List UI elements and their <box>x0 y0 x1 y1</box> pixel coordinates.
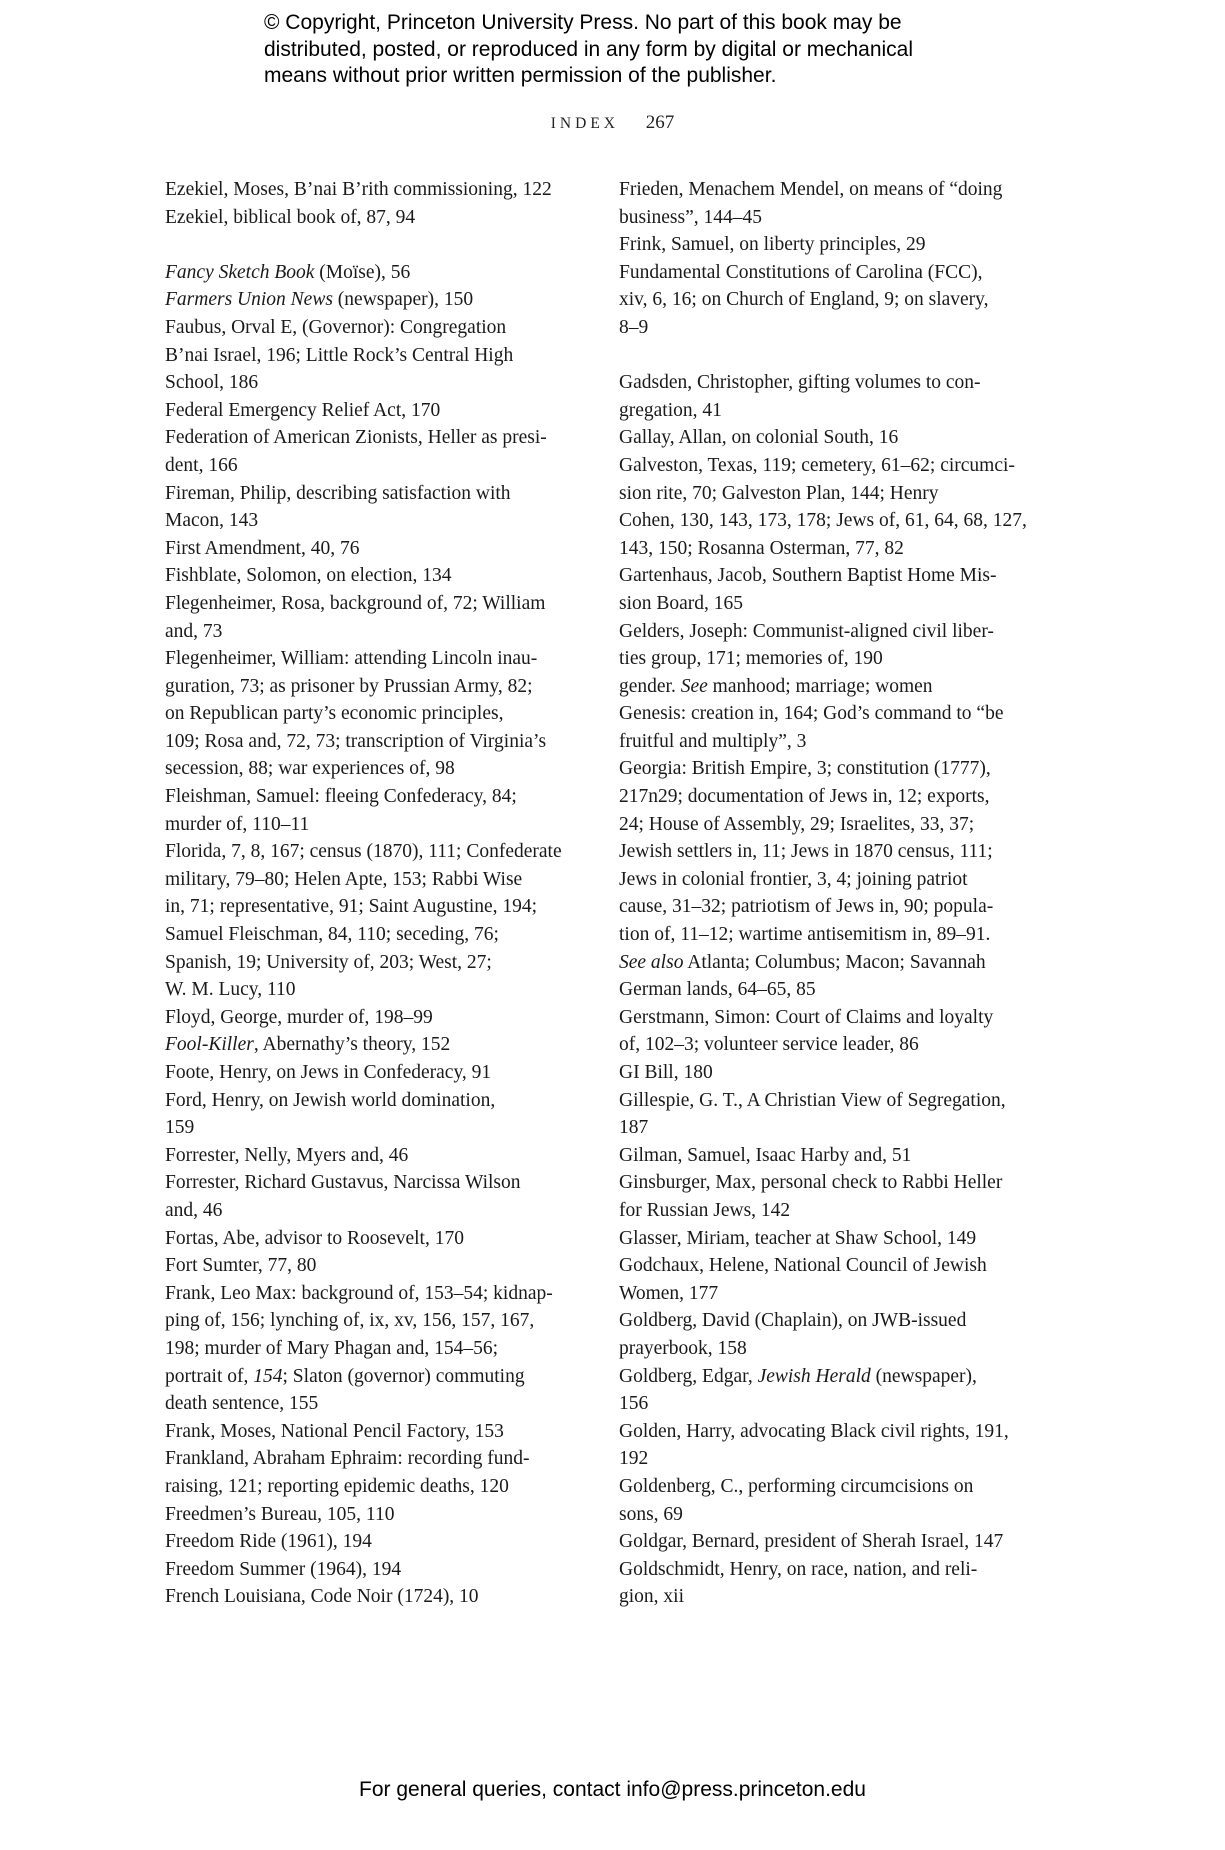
index-entry <box>619 1363 1032 1418</box>
index-entry-line: sons, 69 <box>619 1503 683 1525</box>
index-entry <box>165 397 580 425</box>
index-entry-line: Jewish settlers in, 11; Jews in 1870 census, 111; <box>619 841 993 863</box>
index-entry-line: Goldschmidt, Henry, on race, nation, and reli- <box>619 1558 978 1580</box>
index-entry <box>165 1280 580 1418</box>
index-entry-line: Glasser, Miriam, teacher at Shaw School, 149 <box>619 1227 977 1249</box>
index-entry-line: 159 <box>165 1117 195 1139</box>
index-entry-line: Ezekiel, Moses, B’nai B’rith commissioning, 122 <box>165 179 552 200</box>
index-entry <box>619 1004 1032 1059</box>
index-entry-line: Federation of American Zionists, Heller as presi- <box>165 427 547 449</box>
index-entry-line: Golden, Harry, advocating Black civil rights, 191, <box>619 1420 1009 1442</box>
index-entry <box>619 452 1032 562</box>
index-entry <box>165 590 580 645</box>
index-entry-line: gender. See manhood; marriage; women <box>619 675 933 697</box>
index-entry-line: 198; murder of Mary Phagan and, 154–56; <box>165 1337 499 1359</box>
index-entry-line: Freedom Summer (1964), 194 <box>165 1558 402 1580</box>
index-entry <box>619 1087 1032 1142</box>
index-entry <box>619 1473 1032 1528</box>
index-entry-line: gion, xii <box>619 1586 685 1608</box>
index-entry-line: 24; House of Assembly, 29; Israelites, 33, 37; <box>619 813 975 835</box>
index-entry-line: Women, 177 <box>619 1282 719 1304</box>
index-entry-line: Genesis: creation in, 164; God’s command to “be <box>619 703 1004 725</box>
index-entry <box>165 1583 580 1611</box>
index-entry-line: Fishblate, Solomon, on election, 134 <box>165 565 452 587</box>
index-entry-line: raising, 121; reporting epidemic deaths, 120 <box>165 1475 509 1497</box>
index-entry <box>619 231 1032 259</box>
index-entry-line: prayerbook, 158 <box>619 1337 747 1359</box>
index-entry <box>619 1307 1032 1362</box>
index-entry <box>165 1169 580 1224</box>
running-head-label: INDEX <box>550 115 619 132</box>
index-entry-line: Flegenheimer, William: attending Lincoln inau- <box>165 648 538 670</box>
index-entry-line: 143, 150; Rosanna Osterman, 77, 82 <box>619 537 904 559</box>
index-entry-line: gregation, 41 <box>619 399 722 421</box>
index-entry-line: 192 <box>619 1448 649 1470</box>
index-entry-line: Ginsburger, Max, personal check to Rabbi Heller <box>619 1172 1003 1194</box>
index-entry-line: Goldberg, David (Chaplain), on JWB-issued <box>619 1310 967 1332</box>
index-entry <box>165 1556 580 1584</box>
index-entry-line: Fort Sumter, 77, 80 <box>165 1255 317 1277</box>
index-entry-line: portrait of, 154; Slaton (governor) commuting <box>165 1365 525 1387</box>
index-entry-line: Faubus, Orval E, (Governor): Congregation <box>165 316 507 338</box>
index-entry-line: Forrester, Nelly, Myers and, 46 <box>165 1144 409 1166</box>
index-entry-line: Flegenheimer, Rosa, background of, 72; William <box>165 592 546 614</box>
index-column-left <box>165 176 580 1611</box>
index-entry-line: of, 102–3; volunteer service leader, 86 <box>619 1034 919 1056</box>
index-entry <box>165 783 580 838</box>
index-entry <box>165 1528 580 1556</box>
index-entry-line: Frink, Samuel, on liberty principles, 29 <box>619 234 926 256</box>
index-entry-line: Florida, 7, 8, 167; census (1870), 111; Confederate <box>165 841 562 863</box>
index-entry-line: 187 <box>619 1117 649 1139</box>
index-entry-line: death sentence, 155 <box>165 1393 319 1415</box>
index-entry <box>619 700 1032 755</box>
index-entry <box>165 1142 580 1170</box>
section-gap <box>165 231 580 259</box>
page-number: 267 <box>645 112 675 133</box>
index-entry <box>619 976 1032 1004</box>
index-entry-line: Gadsden, Christopher, gifting volumes to con- <box>619 372 981 394</box>
index-entry <box>165 286 580 314</box>
index-entry-line: German lands, 64–65, 85 <box>619 979 816 1001</box>
index-entry-line: sion rite, 70; Galveston Plan, 144; Henry <box>619 482 939 504</box>
index-entry <box>165 1501 580 1529</box>
index-entry-line: Cohen, 130, 143, 173, 178; Jews of, 61, 64, 68, 127, <box>619 510 1027 532</box>
index-entry <box>619 755 1032 976</box>
index-entry-line: Floyd, George, murder of, 198–99 <box>165 1006 433 1028</box>
index-entry-line: See also Atlanta; Columbus; Macon; Savannah <box>619 951 986 973</box>
section-gap <box>619 342 1032 370</box>
index-entry-line: Goldenberg, C., performing circumcisions on <box>619 1475 974 1497</box>
index-entry-line: Ford, Henry, on Jewish world domination, <box>165 1089 496 1111</box>
index-entry-line: Spanish, 19; University of, 203; West, 27; <box>165 951 492 973</box>
index-entry-line: business”, 144–45 <box>619 206 762 228</box>
index-entry-line: 156 <box>619 1393 649 1415</box>
index-entry-line: ping of, 156; lynching of, ix, xv, 156, 157, 167, <box>165 1310 535 1332</box>
index-entry-line: Forrester, Richard Gustavus, Narcissa Wilson <box>165 1172 521 1194</box>
index-entry <box>165 176 580 204</box>
index-entry-line: Samuel Fleischman, 84, 110; seceding, 76; <box>165 924 499 946</box>
index-entry-line: secession, 88; war experiences of, 98 <box>165 758 455 780</box>
index-entry-line: Freedmen’s Bureau, 105, 110 <box>165 1503 395 1525</box>
index-entry-line: Fancy Sketch Book (Moïse), 56 <box>165 261 411 283</box>
index-entry-line: cause, 31–32; patriotism of Jews in, 90; popula- <box>619 896 994 918</box>
index-entry-line: tion of, 11–12; wartime antisemitism in, 89–91. <box>619 924 991 946</box>
index-entry <box>619 1059 1032 1087</box>
index-entry-line: and, 73 <box>165 620 223 642</box>
index-entry-line: B’nai Israel, 196; Little Rock’s Central High <box>165 344 514 366</box>
index-entry-line: for Russian Jews, 142 <box>619 1199 791 1221</box>
index-entry <box>165 1252 580 1280</box>
copyright-line: means without prior written permission of the publisher. <box>264 64 777 87</box>
index-entry-line: Macon, 143 <box>165 510 259 532</box>
running-head <box>0 112 1225 134</box>
index-entry-line: Gillespie, G. T., A Christian View of Segregation, <box>619 1089 1006 1111</box>
index-entry-line: Fool-Killer, Abernathy’s theory, 152 <box>165 1034 451 1056</box>
index-entry <box>165 1445 580 1500</box>
index-entry-line: Gallay, Allan, on colonial South, 16 <box>619 427 899 449</box>
index-entry <box>619 1418 1032 1473</box>
index-entry-line: Gerstmann, Simon: Court of Claims and loyalty <box>619 1006 994 1028</box>
index-entry-line: and, 46 <box>165 1199 223 1221</box>
index-entry-line: Gartenhaus, Jacob, Southern Baptist Home Mis- <box>619 565 997 587</box>
footer-contact: For general queries, contact info@press.princeton.edu <box>359 1778 866 1801</box>
index-entry <box>619 562 1032 617</box>
index-entry-line: GI Bill, 180 <box>619 1062 713 1083</box>
index-entry-line: dent, 166 <box>165 454 238 476</box>
index-entry <box>165 480 580 535</box>
index-entry <box>619 176 1032 231</box>
index-entry <box>619 618 1032 673</box>
index-entry-line: 8–9 <box>619 316 649 338</box>
index-entry <box>165 1004 580 1032</box>
copyright-line: © Copyright, Princeton University Press. No part of this book may be <box>264 11 902 34</box>
index-entry-line: Foote, Henry, on Jews in Confederacy, 91 <box>165 1062 492 1083</box>
index-entry-line: Goldberg, Edgar, Jewish Herald (newspaper), <box>619 1365 977 1387</box>
index-entry <box>165 1225 580 1253</box>
index-entry <box>619 1252 1032 1307</box>
index-entry-line: Godchaux, Helene, National Council of Jewish <box>619 1255 987 1277</box>
index-entry <box>619 673 1032 701</box>
index-entry <box>165 1031 580 1059</box>
index-entry-line: murder of, 110–11 <box>165 813 310 835</box>
index-entry-line: Fleishman, Samuel: fleeing Confederacy, 84; <box>165 786 517 808</box>
index-entry-line: W. M. Lucy, 110 <box>165 979 296 1001</box>
index-entry-line: Jews in colonial frontier, 3, 4; joining patriot <box>619 868 968 890</box>
index-entry-line: Federal Emergency Relief Act, 170 <box>165 399 441 421</box>
index-entry-line: military, 79–80; Helen Apte, 153; Rabbi Wise <box>165 868 523 890</box>
index-entry <box>165 838 580 1004</box>
index-entry-line: Frieden, Menachem Mendel, on means of “doing <box>619 179 1003 200</box>
index-entry <box>165 1059 580 1087</box>
index-entry <box>165 259 580 287</box>
copyright-notice <box>264 10 1024 90</box>
index-entry <box>165 535 580 563</box>
index-column-right <box>619 176 1032 1611</box>
index-entry-line: Frank, Moses, National Pencil Factory, 153 <box>165 1420 504 1442</box>
index-entry <box>619 1225 1032 1253</box>
index-entry-line: Farmers Union News (newspaper), 150 <box>165 289 474 311</box>
index-entry-line: on Republican party’s economic principles, <box>165 703 504 725</box>
index-entry <box>165 424 580 479</box>
index-entry <box>619 1556 1032 1611</box>
copyright-line: distributed, posted, or reproduced in any form by digital or mechanical <box>264 37 914 61</box>
index-entry-line: 109; Rosa and, 72, 73; transcription of Virginia’s <box>165 730 547 752</box>
index-entry-line: French Louisiana, Code Noir (1724), 10 <box>165 1586 479 1608</box>
index-entry <box>165 204 580 232</box>
index-entry-line: Goldgar, Bernard, president of Sherah Israel, 147 <box>619 1531 1004 1553</box>
index-entry-line: Fortas, Abe, advisor to Roosevelt, 170 <box>165 1227 464 1249</box>
index-entry-line: Georgia: British Empire, 3; constitution (1777), <box>619 758 991 780</box>
index-entry <box>619 1169 1032 1224</box>
index-entry-line: Gelders, Joseph: Communist-aligned civil liber- <box>619 620 994 642</box>
index-entry <box>619 424 1032 452</box>
index-entry-line: School, 186 <box>165 372 259 394</box>
index-entry <box>165 314 580 397</box>
index-entry <box>619 259 1032 342</box>
index-entry-line: First Amendment, 40, 76 <box>165 537 360 559</box>
index-entry-line: in, 71; representative, 91; Saint Augustine, 194; <box>165 896 538 918</box>
index-entry-line: Frankland, Abraham Ephraim: recording fund- <box>165 1448 530 1470</box>
index-entry <box>165 1087 580 1142</box>
index-entry-line: Ezekiel, biblical book of, 87, 94 <box>165 206 416 228</box>
index-entry-line: Gilman, Samuel, Isaac Harby and, 51 <box>619 1144 912 1166</box>
index-entry-line: sion Board, 165 <box>619 592 744 614</box>
index-entry-line: Fireman, Philip, describing satisfaction with <box>165 482 511 504</box>
index-entry-line: ties group, 171; memories of, 190 <box>619 648 883 670</box>
index-entry-line: guration, 73; as prisoner by Prussian Army, 82; <box>165 675 533 697</box>
index-entry <box>619 1528 1032 1556</box>
index-entry <box>619 369 1032 424</box>
index-entry-line: Freedom Ride (1961), 194 <box>165 1531 372 1553</box>
index-entry-line: Galveston, Texas, 119; cemetery, 61–62; circumci- <box>619 454 1015 476</box>
index-entry <box>165 1418 580 1446</box>
index-entry-line: xiv, 6, 16; on Church of England, 9; on slavery, <box>619 289 989 311</box>
index-entry <box>619 1142 1032 1170</box>
index-entry-line: Fundamental Constitutions of Carolina (FCC), <box>619 261 983 283</box>
index-entry-line: fruitful and multiply”, 3 <box>619 730 807 752</box>
index-entry-line: 217n29; documentation of Jews in, 12; exports, <box>619 786 990 808</box>
index-entry <box>165 562 580 590</box>
index-entry-line: Frank, Leo Max: background of, 153–54; kidnap- <box>165 1282 553 1304</box>
index-entry <box>165 645 580 783</box>
